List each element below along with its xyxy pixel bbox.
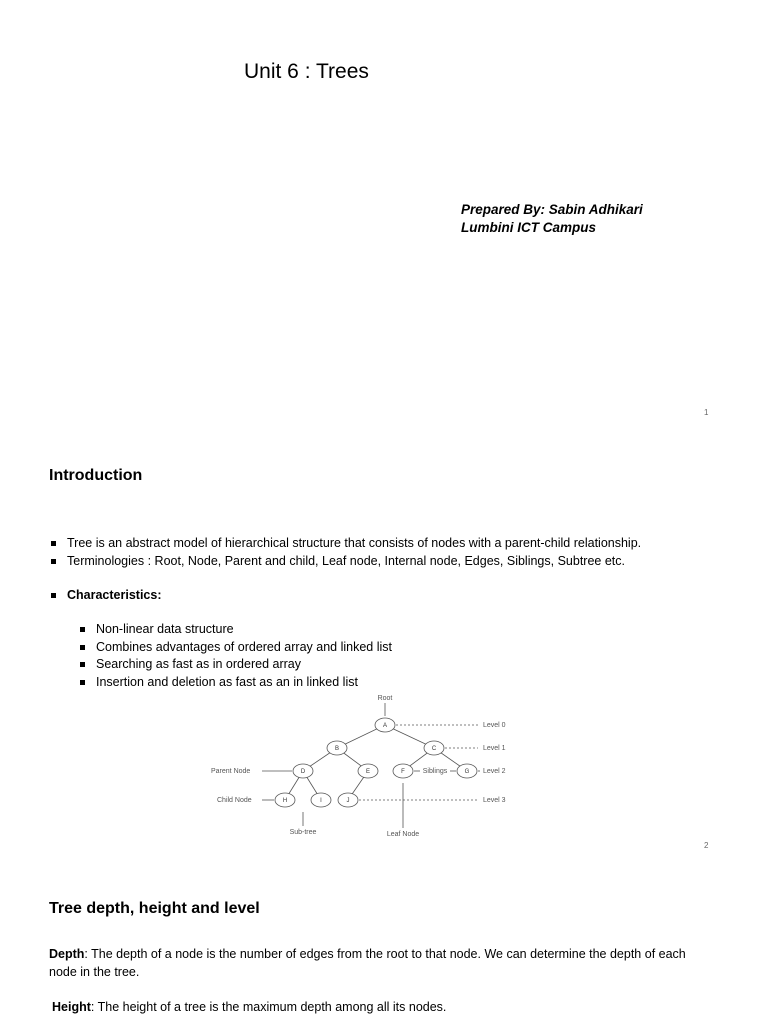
introduction-heading: Introduction xyxy=(49,467,143,484)
node-label: C xyxy=(431,746,437,752)
characteristic-item: Combines advantages of ordered array and linked list xyxy=(78,639,392,657)
subtree-label: Sub-tree xyxy=(289,829,317,836)
level-label: Level 1 xyxy=(483,745,506,752)
height-text: : The height of a tree is the maximum depth among all its nodes. xyxy=(90,1000,447,1014)
level-label: Level 2 xyxy=(483,768,506,775)
siblings-label: Siblings xyxy=(422,768,448,775)
characteristics-label: Characteristics: xyxy=(49,587,162,605)
leaf-node-label: Leaf Node xyxy=(386,831,420,838)
characteristic-item: Insertion and deletion as fast as an in linked list xyxy=(78,674,392,692)
slide-title: Unit 6 : Trees xyxy=(244,60,369,83)
child-node-label: Child Node xyxy=(217,797,252,804)
parent-node-label: Parent Node xyxy=(211,768,251,775)
node-label: H xyxy=(282,798,288,804)
depth-term: Depth xyxy=(49,947,85,961)
level-label: Level 3 xyxy=(483,797,506,804)
characteristic-item: Non-linear data structure xyxy=(78,621,392,639)
page-number-1: 1 xyxy=(704,408,709,417)
node-label: B xyxy=(334,746,340,752)
node-label: G xyxy=(464,769,470,775)
page-number-2: 2 xyxy=(704,841,709,850)
characteristic-item: Searching as fast as in ordered array xyxy=(78,656,392,674)
node-label: F xyxy=(401,769,405,775)
root-label: Root xyxy=(377,695,393,702)
intro-bullet: Tree is an abstract model of hierarchical structure that consists of nodes with a parent-child relationship. xyxy=(49,535,641,553)
node-label: J xyxy=(346,798,350,804)
node-label: A xyxy=(382,723,388,729)
node-label: D xyxy=(300,769,306,775)
depth-paragraph xyxy=(49,946,714,981)
prepared-by: Prepared By: Sabin Adhikari xyxy=(461,202,643,217)
node-label: E xyxy=(365,769,371,775)
campus-name: Lumbini ICT Campus xyxy=(461,220,596,235)
depth-height-heading: Tree depth, height and level xyxy=(49,900,260,917)
intro-bullet: Terminologies : Root, Node, Parent and child, Leaf node, Internal node, Edges, Siblings, Subtree etc. xyxy=(49,553,641,571)
level-label: Level 0 xyxy=(483,722,506,729)
height-paragraph xyxy=(52,999,717,1017)
node-label: I xyxy=(320,798,322,804)
depth-text: : The depth of a node is the number of edges from the root to that node. We can determine the depth of each node in the tree. xyxy=(49,947,686,979)
height-term: Height xyxy=(52,1000,91,1014)
